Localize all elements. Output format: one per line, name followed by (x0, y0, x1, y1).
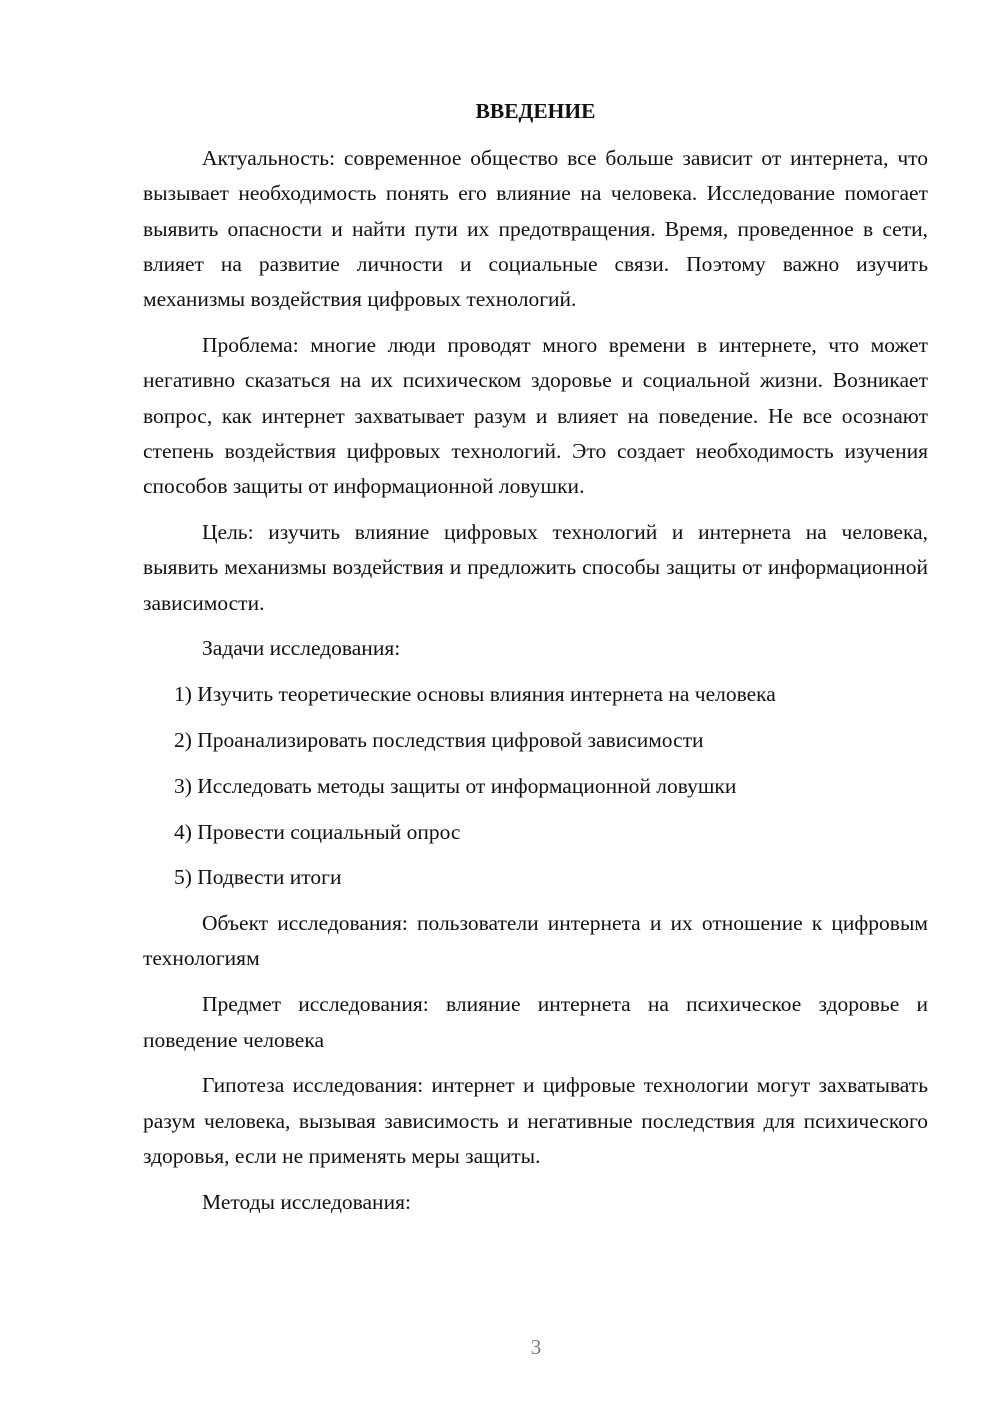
object-paragraph: Объект исследования: пользователи интернета и их отношение к цифровым технологиям (143, 911, 928, 971)
task-item: 4) Провести социальный опрос (174, 819, 461, 844)
methods-heading: Методы исследования: (202, 1189, 411, 1214)
tasks-heading: Задачи исследования: (202, 636, 401, 661)
task-item: 2) Проанализировать последствия цифровой зависимости (174, 727, 704, 752)
page-content (143, 94, 928, 1231)
problem-paragraph: Проблема: многие люди проводят много времени в интернете, что может негативно сказаться на их психическом здоровье и социальной жизни. Возникает вопрос, как интернет захватывает разум и влияет на поведение. Не все осознают степень воздействия цифровых технологий. Это создает необходимость изучения способов защиты от информационной ловушки. (143, 332, 928, 499)
page-number: 3 (530, 1335, 542, 1359)
task-item: 3) Исследовать методы защиты от информационной ловушки (174, 773, 737, 798)
task-item: 5) Подвести итоги (174, 865, 342, 890)
relevance-paragraph: Актуальность: современное общество все больше зависит от интернета, что вызывает необходимость понять его влияние на человека. Исследование помогает выявить опасности и найти пути их предотвращения. Время, проведенное в сети, влияет на развитие личности и социальные связи. Поэтому важно изучить механизмы воздействия цифровых технологий. (143, 146, 928, 312)
page-title: ВВЕДЕНИЕ (475, 99, 596, 123)
goal-paragraph: Цель: изучить влияние цифровых технологий и интернета на человека, выявить механизмы воздействия и предложить способы защиты от информационной зависимости. (143, 519, 928, 615)
task-item: 1) Изучить теоретические основы влияния интернета на человека (174, 682, 776, 707)
subject-paragraph: Предмет исследования: влияние интернета на психическое здоровье и поведение человека (143, 992, 928, 1052)
hypothesis-paragraph: Гипотеза исследования: интернет и цифровые технологии могут захватывать разум человека, вызывая зависимость и негативные последствия для психического здоровья, если не применять меры защиты. (143, 1073, 928, 1168)
